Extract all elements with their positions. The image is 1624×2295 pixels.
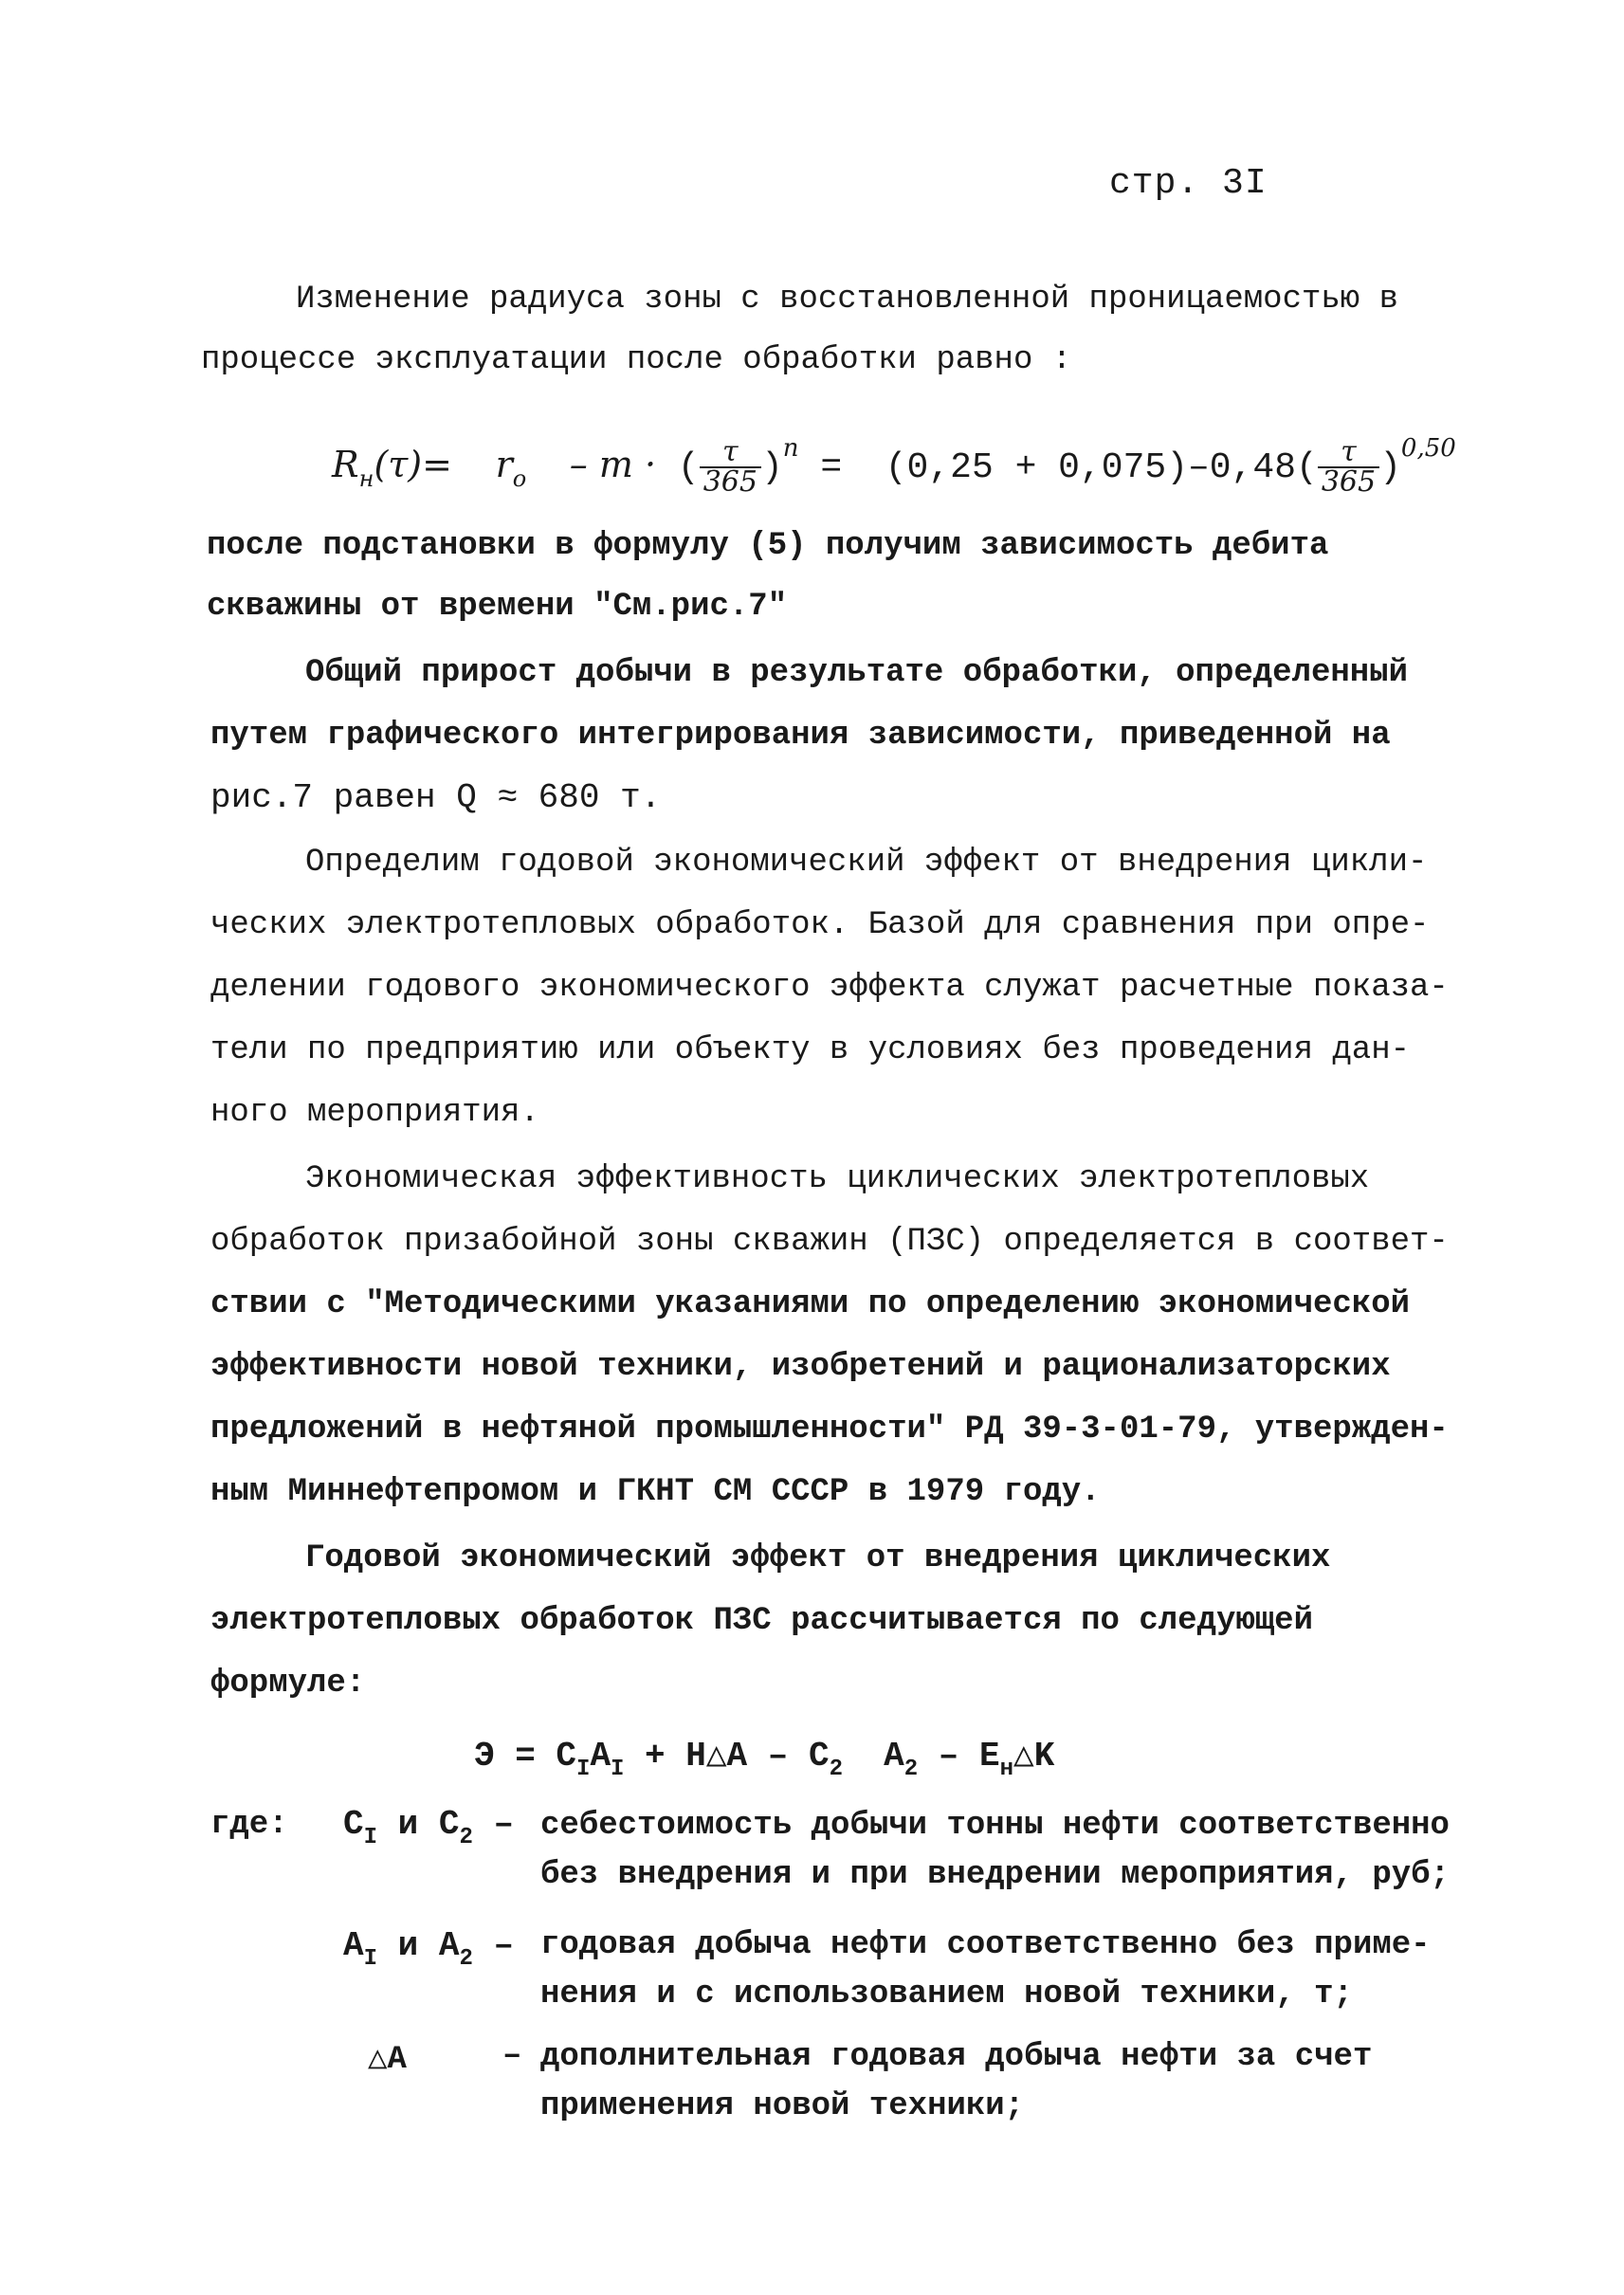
f2-mid2: – E: [918, 1737, 1000, 1776]
term-1-sub-a: I: [363, 1825, 378, 1850]
formula-fraction: [700, 434, 761, 499]
definition-term-3: [368, 2038, 407, 2078]
def-3-line-2: применения новой техники;: [540, 2088, 1025, 2124]
efficiency-line-6: ным Миннефтепромом и ГКНТ СМ СССР в 1979 году.: [210, 1474, 1101, 1510]
page-number: стр. 3I: [1109, 163, 1268, 204]
f2-a: A: [590, 1737, 611, 1776]
formula-lhs: R: [332, 444, 359, 485]
def-1-line-2: без внедрения и при внедрении мероприятия, руб;: [540, 1857, 1450, 1893]
formula-rhs: (0,25 + 0,075)–0,48(: [885, 447, 1318, 488]
definition-term-1: [343, 1805, 514, 1850]
intro-line-2: процессе эксплуатации после обработки равно :: [201, 342, 1072, 378]
def-1-line-1: себестоимость добычи тонны нефти соответственно: [540, 1808, 1450, 1844]
definition-text-3: [540, 2032, 1469, 2131]
economic-effect-formula: [474, 1735, 1054, 1782]
efficiency-line-4: эффективности новой техники, изобретений и рационализаторских: [210, 1349, 1391, 1385]
term-1-mid: и C: [377, 1805, 460, 1844]
definition-dash-3: –: [502, 2038, 522, 2074]
formula-lhs-sub: н: [358, 465, 374, 492]
f2-sub-4: 2: [903, 1757, 919, 1782]
term-2-a: A: [343, 1926, 364, 1965]
where-label: где:: [210, 1807, 288, 1843]
efficiency-line-2: обработок призабойной зоны скважин (ПЗС) определяется в соответ-: [210, 1224, 1449, 1260]
f2-mid: + Н△A – C: [624, 1737, 830, 1776]
define-line-3: делении годового экономического эффекта служат расчетные показа-: [210, 970, 1449, 1006]
fraction2-numerator: τ: [1318, 438, 1379, 468]
term-1-sub-b: 2: [459, 1825, 473, 1850]
term-1-dash: –: [493, 1805, 515, 1844]
efficiency-line-3: ствии с "Методическими указаниями по определению экономической: [210, 1286, 1411, 1322]
formula-equals: =: [820, 447, 843, 488]
fraction-denominator: 365: [703, 464, 757, 499]
annual-line-2: электротепловых обработок ПЗС рассчитывается по следующей: [210, 1603, 1313, 1639]
term-2-sub-a: I: [363, 1946, 378, 1972]
efficiency-line-1: Экономическая эффективность циклических электротепловых: [305, 1161, 1370, 1197]
intro-line-1: Изменение радиуса зоны с восстановленной проницаемостью в: [296, 282, 1398, 318]
define-line-1: Определим годовой экономический эффект от внедрения цикли-: [305, 845, 1428, 881]
define-line-4: тели по предприятию или объекту в условиях без проведения дан-: [210, 1032, 1411, 1068]
term-3-a: △A: [368, 2042, 407, 2078]
definition-text-2: [540, 1921, 1469, 2019]
radius-formula: $R_н(\tau)= r_o - m$ · ( $\frac{\tau}{365}$ )$^n$ = (0,25 + 0,075)–0,48( $\frac{\tau}{365}$ )$^{0,50}$: [332, 434, 1456, 499]
formula-fraction-2: [1318, 434, 1379, 499]
f2-e: Э = C: [474, 1737, 577, 1776]
term-1-a: C: [343, 1805, 364, 1844]
f2-sub-3: 2: [829, 1757, 843, 1782]
f2-sub-1: I: [576, 1757, 591, 1782]
term-2-mid: и A: [377, 1926, 460, 1965]
annual-line-1: Годовой экономический эффект от внедрения циклических: [305, 1540, 1331, 1576]
definition-text-1: [540, 1801, 1469, 1900]
f2-sub-2: I: [611, 1757, 625, 1782]
def-2-line-1: годовая добыча нефти соответственно без приме-: [540, 1927, 1431, 1963]
formula-lhs-arg: (τ)=: [374, 444, 452, 485]
after-formula-line-2: скважины от времени "См.рис.7": [207, 589, 788, 625]
total-line-1: Общий прирост добычи в результате обработки, определенный: [305, 655, 1408, 691]
total-line-2: путем графического интегрирования зависимости, приведенной на: [210, 718, 1391, 754]
definition-term-2: [343, 1926, 514, 1972]
annual-line-3: формуле:: [210, 1666, 366, 1702]
total-line-3: рис.7 равен Q ≈ 680 т.: [210, 778, 662, 817]
formula-r0-sub: o: [512, 465, 527, 492]
def-3-line-1: дополнительная годовая добыча нефти за счет: [540, 2039, 1373, 2075]
term-2-sub-b: 2: [459, 1946, 473, 1972]
after-formula-line-1: после подстановки в формулу (5) получим зависимость дебита: [207, 528, 1329, 564]
formula-minus-m: – m ·: [569, 444, 657, 485]
efficiency-line-5: предложений в нефтяной промышленности" РД 39-3-01-79, утвержден-: [210, 1412, 1449, 1448]
def-2-line-2: нения и с использованием новой техники, т;: [540, 1976, 1353, 2013]
define-line-2: ческих электротепловых обработок. Базой для сравнения при опре-: [210, 907, 1430, 943]
formula-r0: r: [495, 444, 513, 485]
define-line-5: ного мероприятия.: [210, 1095, 539, 1131]
term-2-dash: –: [493, 1926, 515, 1965]
formula-exponent-2: 0,50: [1400, 434, 1456, 463]
fraction2-denominator: 365: [1321, 464, 1377, 499]
fraction-numerator: τ: [700, 438, 761, 468]
f2-sub-5: н: [999, 1757, 1014, 1782]
f2-a2: A: [842, 1737, 904, 1776]
formula-exponent: n: [782, 434, 799, 463]
f2-end: △K: [1013, 1737, 1055, 1776]
